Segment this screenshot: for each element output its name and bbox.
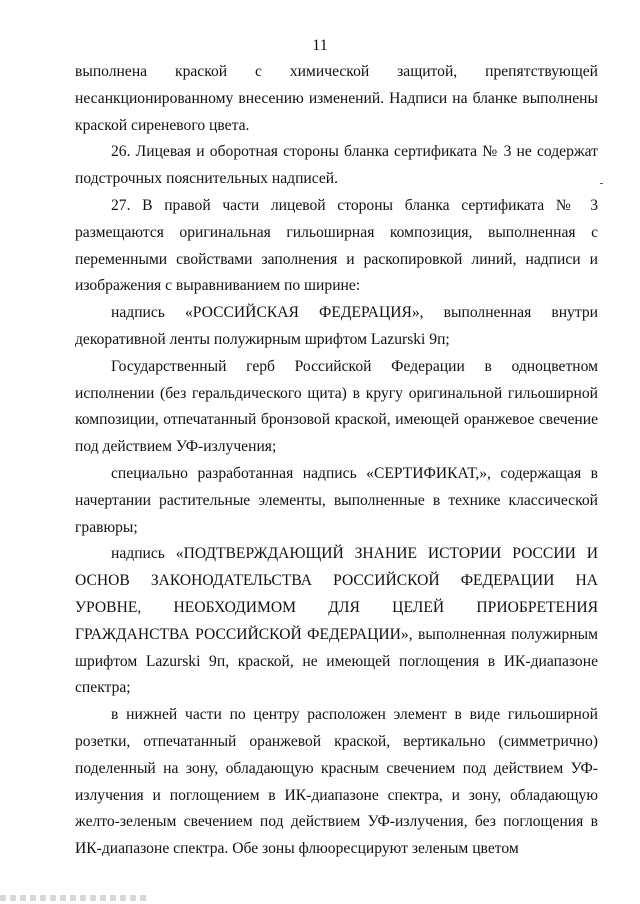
page-number: 11 bbox=[312, 37, 328, 54]
paragraph-item-26: 26. Лицевая и оборотная стороны бланка сертификата № 3 не содержат подстрочных пояснительных надписей. bbox=[75, 143, 598, 188]
paragraph-item-27: 27. В правой части лицевой стороны бланка сертификата № 3 размещаются оригинальная гильоширная композиция, выполненная с переменными свойствами заполнения и раскопировкой линий, надписи и изображения с выравниванием по ширине: bbox=[75, 196, 598, 295]
paragraph-inscription-confirming: надпись «ПОДТВЕРЖДАЮЩИЙ ЗНАНИЕ ИСТОРИИ РОССИИ И ОСНОВ ЗАКОНОДАТЕЛЬСТВА РОССИЙСКОЙ ФЕДЕРАЦИИ НА УРОВНЕ, НЕОБХОДИМОМ ДЛЯ ЦЕЛЕЙ ПРИОБРЕТЕНИЯ ГРАЖДАНСТВА РОССИЙСКОЙ ФЕДЕРАЦИИ», выполненная полужирным шрифтом Lazurski 9п, краской, не имеющей поглощения в ИК-диапазоне спектра; bbox=[75, 545, 598, 697]
paragraph-continuation: выполнена краской с химической защитой, препятствующей несанкционированному внесению изменений. Надписи на бланке выполнены краской сиреневого цвета. bbox=[75, 63, 598, 134]
paragraph-inscription-russian-federation: надпись «РОССИЙСКАЯ ФЕДЕРАЦИЯ», выполненная внутри декоративной ленты полужирным шрифтом Lazurski 9п; bbox=[75, 304, 598, 348]
scan-artifact bbox=[0, 895, 150, 901]
paragraph-guilloche-rosette: в нижней части по центру расположен элемент в виде гильоширной розетки, отпечатанный оранжевой краской, вертикально (симметрично) поделенный на зону, обладающую красным свечением под действием УФ-излучения и поглощением в ИК-диапазоне спектра, и зону, обладающую желто-зеленым свечением под действием УФ-излучения, без поглощения в ИК-диапазоне спектра. Обе зоны флюоресцируют зеленым цветом bbox=[75, 706, 598, 858]
paragraph-coat-of-arms: Государственный герб Российской Федерации в одноцветном исполнении (без геральдического щита) в кругу оригинальной гильоширной композиции, отпечатанный бронзовой краской, имеющей оранжевое свечение под действием УФ-излучения; bbox=[75, 357, 598, 456]
document-body bbox=[75, 59, 598, 863]
margin-mark bbox=[600, 183, 603, 184]
paragraph-inscription-certificate: специально разработанная надпись «СЕРТИФИКАТ,», содержащая в начертании растительные элементы, выполненные в технике классической гравюры; bbox=[75, 464, 598, 536]
